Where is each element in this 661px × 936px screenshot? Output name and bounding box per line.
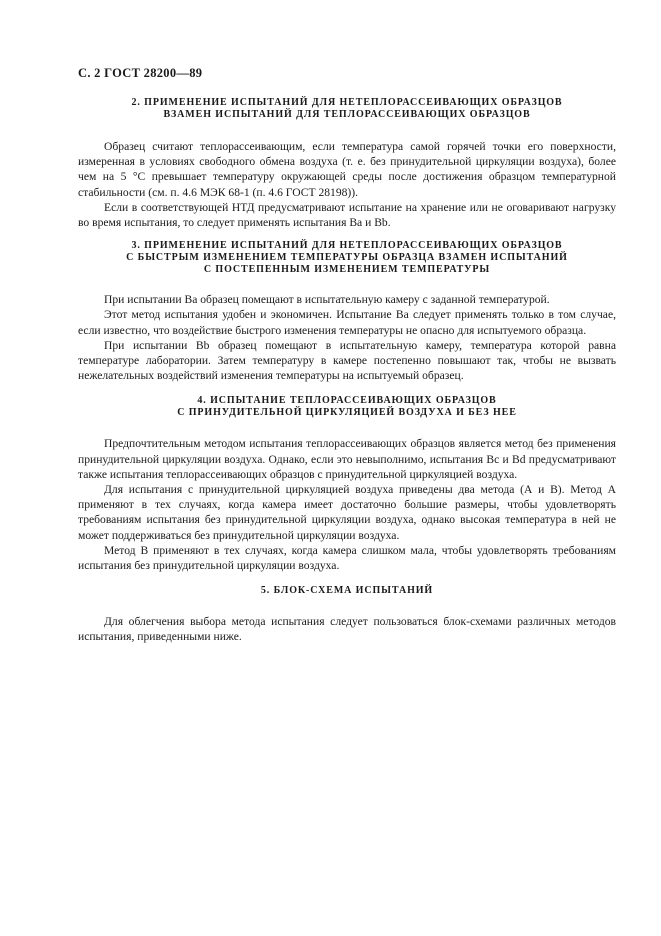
section-3-heading-line-3: С ПОСТЕПЕННЫМ ИЗМЕНЕНИЕМ ТЕМПЕРАТУРЫ (203, 264, 491, 276)
section-4-paragraph-3: Метод В применяют в тех случаях, когда камера слишком мала, чтобы удовлетворять требованиям испытания без принудительной циркуляции воздуха. (78, 543, 616, 573)
section-5-paragraph-1: Для облегчения выбора метода испытания следует пользоваться блок-схемами различных методов испытания, приведенными ниже. (78, 615, 616, 644)
section-4-paragraph-1: Предпочтительным методом испытания теплорассеивающих образцов является метод без применения принудительной циркуляции воздуха. Однако, если это невыполнимо, испытания Вс и Вd предусматривают также испытания теплорассеивающих образцов с принудительной циркуляцией воздуха. (78, 437, 616, 481)
section-2 (78, 97, 616, 230)
section-3 (78, 240, 616, 383)
section-2-heading-line-1: 2. ПРИМЕНЕНИЕ ИСПЫТАНИЙ ДЛЯ НЕТЕПЛОРАССЕИВАЮЩИХ ОБРАЗЦОВ (131, 97, 563, 108)
section-4-paragraph-2: Для испытания с принудительной циркуляцией воздуха приведены два метода (А и В). Метод А применяют в тех случаях, когда камера имеет достаточно большие размеры, чтобы удовлетворять требованиям испытания без принудительной циркуляции воздуха, однако высокая температура в ней не может поддерживаться без принудительной циркуляции воздуха. (78, 483, 616, 542)
section-3-heading-line-1: 3. ПРИМЕНЕНИЕ ИСПЫТАНИЙ ДЛЯ НЕТЕПЛОРАССЕИВАЮЩИХ ОБРАЗЦОВ (131, 240, 563, 252)
section-2-heading-line-2: ВЗАМЕН ИСПЫТАНИЙ ДЛЯ ТЕПЛОРАССЕИВАЮЩИХ ОБРАЗЦОВ (163, 109, 531, 120)
section-3-paragraph-1: При испытании Ва образец помещают в испытательную камеру с заданной температурой. (104, 293, 550, 307)
section-3-heading-line-2: С БЫСТРЫМ ИЗМЕНЕНИЕМ ТЕМПЕРАТУРЫ ОБРАЗЦА ВЗАМЕН ИСПЫТАНИЙ (126, 252, 568, 264)
page-header: С. 2 ГОСТ 28200—89 (78, 66, 203, 80)
section-3-paragraph-3: При испытании Вb образец помещают в испытательную камеру, температура которой равна температуре лаборатории. Затем температуру в камере постепенно повышают так, чтобы не вызвать нежелательных воздействий изменения температуры на испытуемый образец. (78, 338, 616, 383)
section-4-heading-line-2: С ПРИНУДИТЕЛЬНОЙ ЦИРКУЛЯЦИЕЙ ВОЗДУХА И БЕЗ НЕЕ (177, 407, 517, 419)
section-4 (78, 395, 616, 573)
section-5-heading: 5. БЛОК-СХЕМА ИСПЫТАНИЙ (260, 585, 434, 597)
section-2-paragraph-2: Если в соответствующей НТД предусматривают испытание на хранение или не оговаривают нагрузку во время испытания, то следует применять испытания Ва и Вb. (78, 200, 616, 230)
section-4-heading-line-1: 4. ИСПЫТАНИЕ ТЕПЛОРАССЕИВАЮЩИХ ОБРАЗЦОВ (197, 395, 497, 407)
section-2-paragraph-1: Образец считают теплорассеивающим, если температура самой горячей точки его поверхности, измеренная в условиях свободного обмена воздуха (т. е. без принудительной циркуляции воздуха), более чем на 5 °С превышает температуру окружающей среды после достижения образцом температурной стабильности (см. п. 4.6 МЭК 68-1 (п. 4.6 ГОСТ 28198)). (78, 140, 616, 199)
document-body (78, 97, 616, 645)
section-5 (78, 585, 616, 644)
section-3-paragraph-2: Этот метод испытания удобен и экономичен. Испытание Ва следует применять только в том случае, если известно, что воздействие быстрого изменения температуры не опасно для испытуемого образца. (78, 308, 616, 337)
